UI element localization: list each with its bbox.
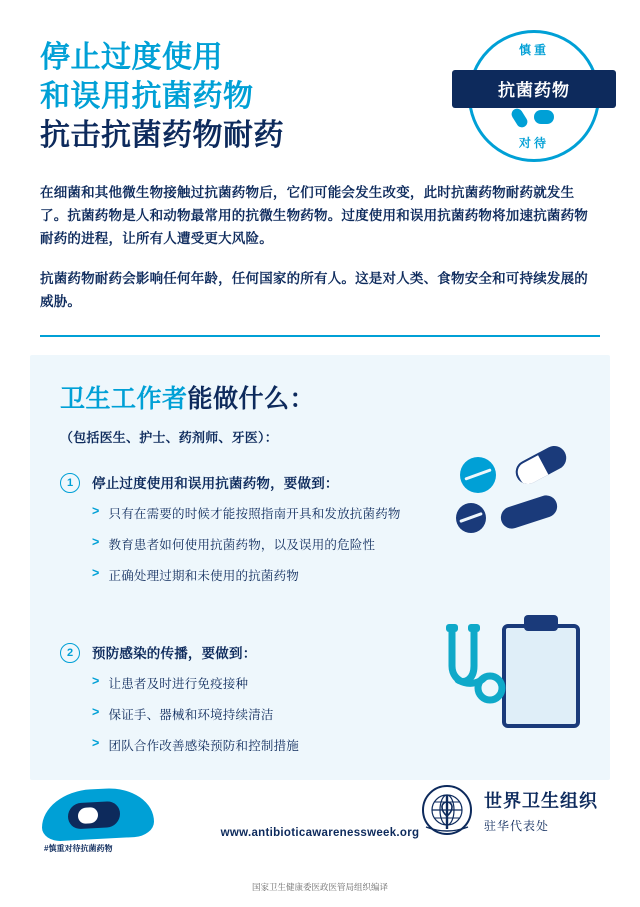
list-item bbox=[60, 472, 582, 584]
translation-credit: 国家卫生健康委医政医管局组织编译 bbox=[251, 882, 388, 892]
caret-icon: > bbox=[92, 535, 100, 550]
who-text-block bbox=[484, 787, 598, 834]
item-bullet-list bbox=[92, 504, 401, 584]
item-heading: 预防感染的传播，要做到： bbox=[92, 646, 257, 662]
caret-icon: > bbox=[92, 566, 100, 581]
item-number-badge: 2 bbox=[60, 643, 80, 663]
bullet-text: 团队合作改善感染预防和控制措施 bbox=[108, 739, 300, 754]
headline-line-1: 停止过度使用 bbox=[40, 41, 223, 74]
item-heading: 停止过度使用和误用抗菌药物，要做到： bbox=[92, 476, 339, 492]
clipboard-clip-icon bbox=[524, 615, 558, 631]
panel-title-rest: 能做什么： bbox=[187, 385, 316, 414]
caret-icon: > bbox=[92, 504, 100, 519]
who-logo bbox=[420, 783, 598, 837]
who-emblem-icon bbox=[420, 783, 474, 837]
health-workers-panel bbox=[30, 355, 610, 780]
panel-subtitle: （包括医生、护士、药剂师、牙医）： bbox=[60, 430, 278, 446]
badge-top-label: 慎重 bbox=[518, 43, 549, 57]
poster-footer bbox=[0, 775, 640, 907]
capsule-icon bbox=[510, 107, 530, 130]
bullet-text: 保证手、器械和环境持续清洁 bbox=[108, 708, 274, 723]
poster-header bbox=[0, 0, 640, 155]
who-organization-name: 世界卫生组织 bbox=[484, 790, 598, 811]
panel-title bbox=[60, 379, 582, 415]
bullet-row bbox=[92, 736, 299, 754]
campaign-logo bbox=[42, 785, 162, 859]
campaign-url[interactable]: www.antibioticawarenessweek.org bbox=[220, 827, 420, 839]
hands-inner-shape bbox=[68, 801, 120, 830]
hashtag-label: #慎重对待抗菌药物 bbox=[44, 844, 113, 853]
intro-paragraph-1: 在细菌和其他微生物接触过抗菌药物后，它们可能会发生改变，此时抗菌药物耐药就发生了。抗菌药物是人和动物最常用的抗微生物药物。过度使用和误用抗菌药物将加速抗菌药物耐药的进程，让所有人遭受更大风险。 bbox=[40, 185, 588, 247]
headline-line-2: 和误用抗菌药物 bbox=[40, 80, 254, 113]
caret-icon: > bbox=[92, 736, 100, 751]
who-office-name: 驻华代表处 bbox=[484, 818, 550, 833]
bullet-text: 正确处理过期和未使用的抗菌药物 bbox=[108, 569, 300, 584]
bullet-text: 只有在需要的时候才能按照指南开具和发放抗菌药物 bbox=[108, 507, 401, 522]
intro-paragraph-2: 抗菌药物耐药会影响任何年龄，任何国家的所有人。这是对人类、食物安全和可持续发展的威胁。 bbox=[40, 270, 588, 309]
section-divider bbox=[40, 335, 600, 337]
campaign-badge bbox=[468, 30, 600, 162]
list-item bbox=[60, 642, 582, 754]
bullet-text: 让患者及时进行免疫接种 bbox=[108, 677, 249, 692]
tablet-icon bbox=[534, 110, 554, 124]
badge-bottom-label: 对待 bbox=[518, 136, 549, 150]
bullet-row bbox=[92, 705, 299, 723]
caret-icon: > bbox=[92, 674, 100, 689]
intro-text bbox=[0, 155, 640, 313]
bullet-text: 教育患者如何使用抗菌药物，以及误用的危险性 bbox=[108, 538, 376, 553]
badge-ribbon-label: 抗菌药物 bbox=[452, 70, 616, 108]
item-number-badge: 1 bbox=[60, 473, 80, 493]
bullet-row bbox=[92, 535, 401, 553]
caret-icon: > bbox=[92, 705, 100, 720]
pill-icon bbox=[468, 106, 600, 132]
panel-title-highlight: 卫生工作者 bbox=[60, 385, 188, 414]
item-bullet-list bbox=[92, 674, 299, 754]
bullet-row bbox=[92, 674, 299, 692]
bullet-row bbox=[92, 566, 401, 584]
headline-line-3: 抗击抗菌药物耐药 bbox=[40, 119, 284, 152]
bullet-row bbox=[92, 504, 401, 522]
